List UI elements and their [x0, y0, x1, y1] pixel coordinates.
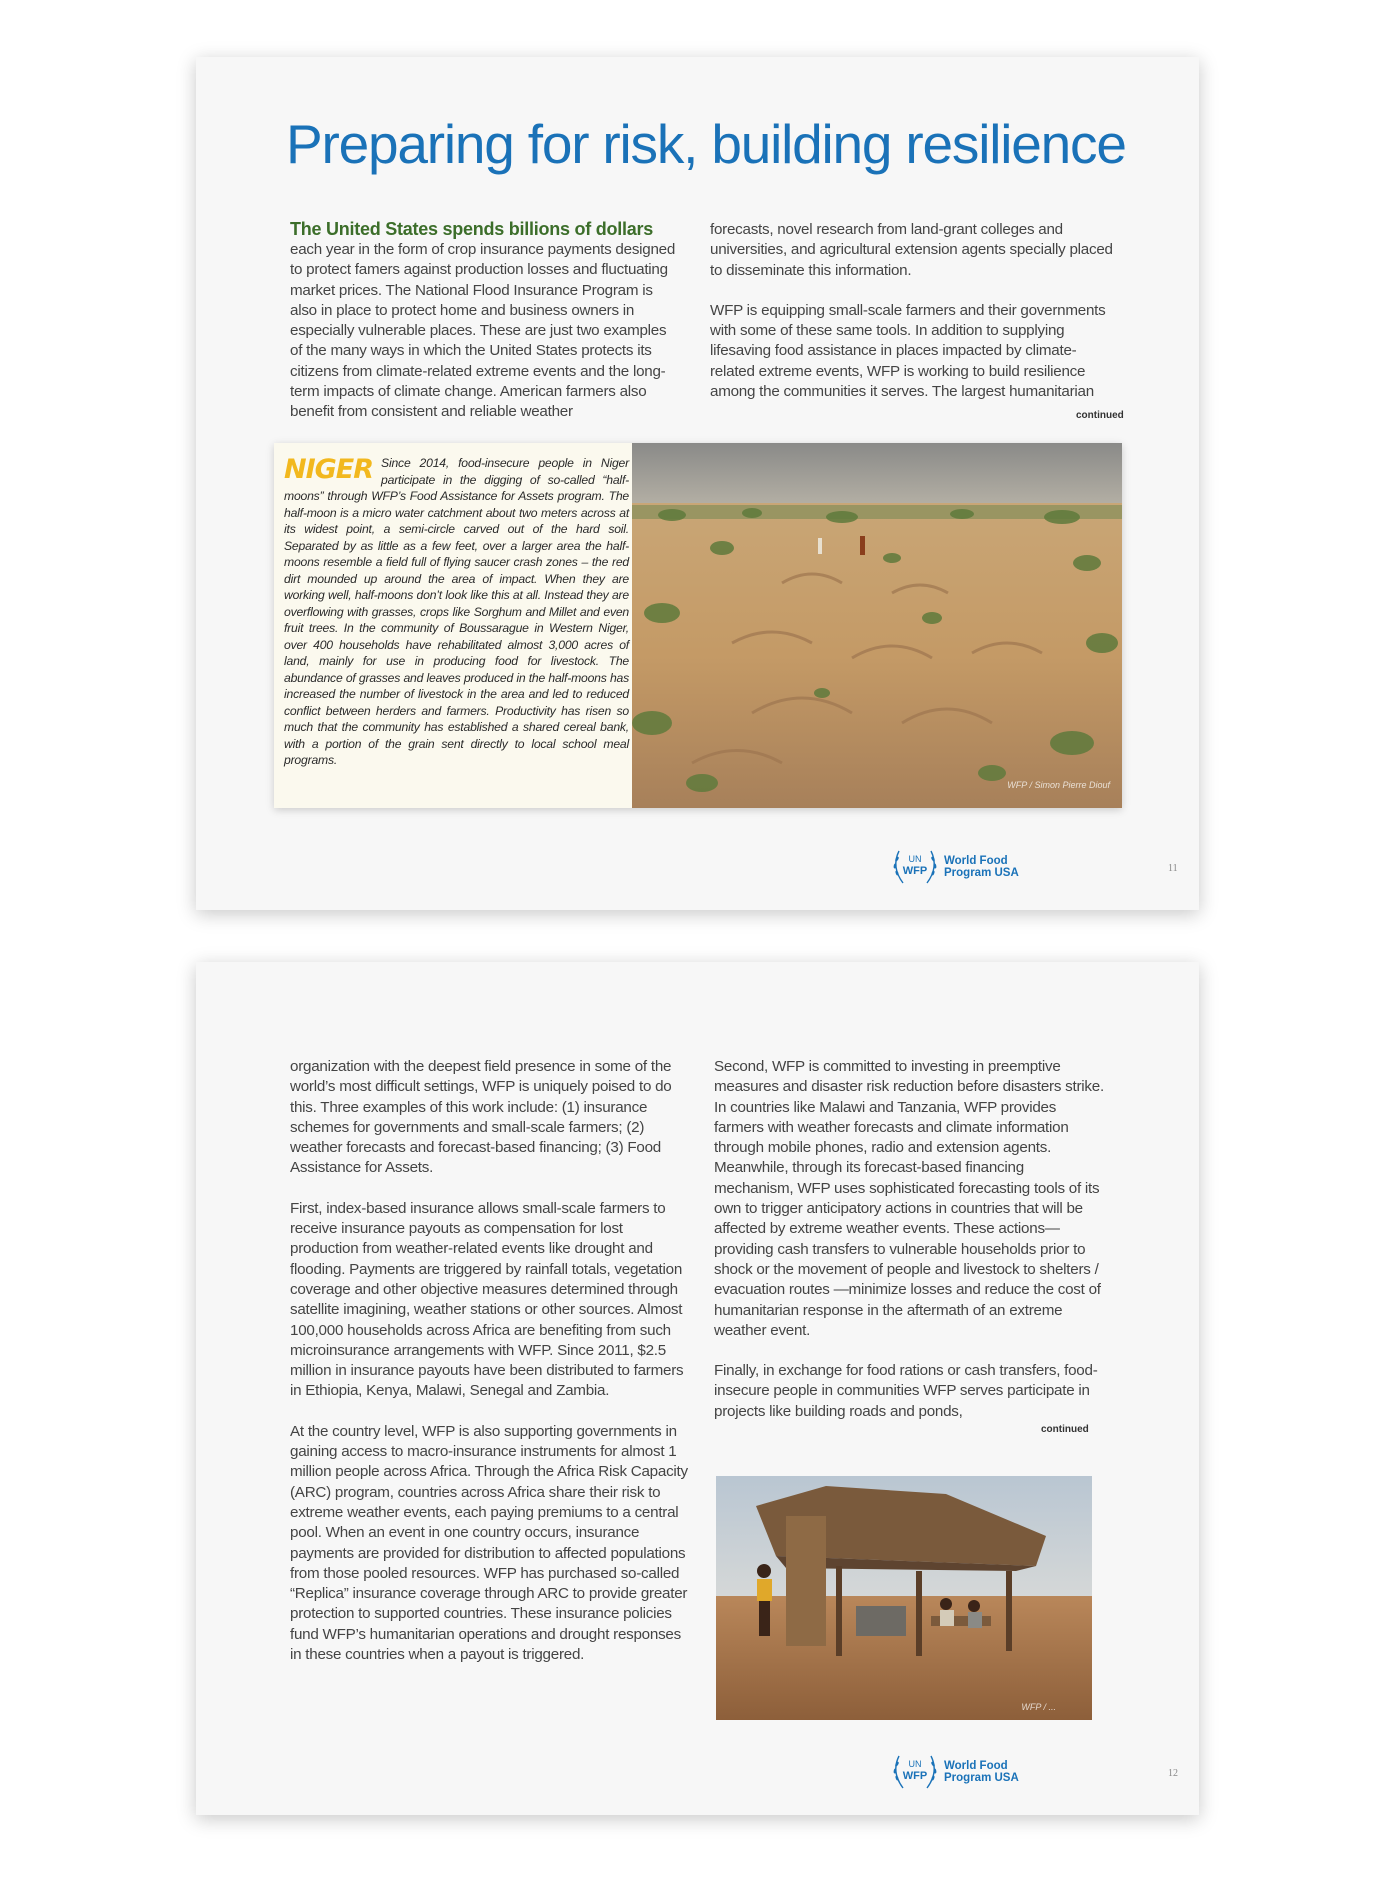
landscape-photo: [632, 443, 1122, 808]
niger-half-moons-photo: [632, 443, 1122, 808]
paragraph: Second, WFP is committed to investing in preemptive measures and disaster risk reduction before disasters strike. In countries like Malawi and Tanzania, WFP provides farmers with weather forecasts and climate information through mobile phones, radio and extension agents. Meanwhile, through its forecast-based financing mechanism, WFP uses sophisticated forecasting tools of its own to trigger anticipatory actions in countries that will be affected by extreme weather events. These actions— providing cash transfers to vulnerable households prior to shock or the movement of people and livestock to shelters / evacuation routes —minimize losses and reduce the cost of humanitarian response in the aftermath of an extreme weather event.: [714, 1058, 1104, 1339]
column-right: [714, 1057, 1106, 1442]
logo-line-1: World Food: [944, 855, 1008, 867]
continued-label: continued: [1041, 1424, 1089, 1435]
paragraph: Finally, in exchange for food rations or cash transfers, food-insecure people in communities WFP serves participate in projects like building roads and ponds,: [714, 1362, 1098, 1420]
logo-wfp-text: WFP: [902, 865, 928, 877]
paragraph: First, index-based insurance allows small-scale farmers to receive insurance payouts as compensation for lost production from weather-related events like drought and flooding. Payments are triggered by rainfall totals, vegetation coverage and other objective measures determined through satellite imagining, weather stations or other sources. Almost 100,000 households across Africa are benefiting from such microinsurance arrangements with WFP. Since 2011, $2.5 million in insurance payouts have been distributed to farmers in Ethiopia, Kenya, Malawi, Senegal and Zambia.: [290, 1199, 684, 1400]
column-left: [290, 218, 682, 423]
paragraph: organization with the deepest field presence in some of the world’s most difficult settings, WFP is uniquely poised to do this. Three examples of this work include: (1) insurance schemes for governments and small-scale farmers; (2) weather forecasts and forecast-based financing; (3) Food Assistance for Assets.: [290, 1058, 672, 1177]
continued-label: continued: [1076, 410, 1124, 421]
paragraph: forecasts, novel research from land-grant colleges and universities, and agricultural extension agents specially placed to disseminate this information.: [710, 221, 1113, 279]
niger-story-text: Since 2014, food-insecure people in Niger participate in the digging of so-called “half-moons” through WFP’s Food Assistance for Assets program. The half-moon is a micro water catchment about two meters across at its widest point, a semi-circle carved out of the hard soil. Separated by as little as a few feet, over a larger area the half-moons resemble a field full of flying saucer crash zones – the red dirt mounded up around the area of impact. When they are working well, half-moons don’t look like this at all. Instead they are overflowing with grasses, crops like Sorghum and Millet and even fruit trees. In the community of Boussarague in Western Niger, over 400 households have rehabilitated almost 3,000 acres of land, mainly for use in producing food for livestock. The abundance of grasses and leaves produced in the half-moons has increased the number of livestock in the area and led to reduced conflict between herders and farmers. Productivity has risen so much that the community has established a shared cereal bank, with a portion of the grain sent directly to local school meal programs.: [284, 456, 629, 767]
column-left-text: each year in the form of crop insurance payments designed to protect famers against production losses and fluctuating market prices. The National Flood Insurance Program is also in place to protect home and business owners in especially vulnerable places. These are just two examples of the many ways in which the United States protects its citizens from climate-related extreme events and the long-term impacts of climate change. American farmers also benefit from consistent and reliable weather: [290, 241, 676, 421]
flood-hut-photo: [716, 1476, 1092, 1720]
logo-wfp-text: WFP: [902, 1770, 928, 1782]
paragraph: At the country level, WFP is also supporting governments in gaining access to macro-insurance instruments for almost 1 million people across Africa. Through the Africa Risk Capacity (ARC) program, countries across Africa share their risk to extreme weather events, each paying premiums to a central pool. When an event in one country occurs, insurance payments are provided for distribution to affected populations from those pooled resources. WFP has purchased so-called “Replica” insurance coverage through ARC to provide greater protection to supported countries. These insurance policies fund WFP’s humanitarian operations and drought responses in these countries when a payout is triggered.: [290, 1422, 688, 1664]
logo-line-1: World Food: [944, 1760, 1008, 1772]
logo-un-text: UN: [908, 1759, 922, 1769]
logo-line-2: Program USA: [944, 1772, 1019, 1784]
logo-line-2: Program USA: [944, 867, 1019, 879]
column-left: [290, 1057, 690, 1685]
page-12: [196, 962, 1199, 1815]
page-number: 11: [1168, 863, 1178, 874]
column-right: [710, 220, 1120, 422]
un-wreath-icon: [889, 845, 941, 889]
logo-un-text: UN: [908, 854, 922, 864]
page-11: [196, 57, 1199, 910]
paragraph: WFP is equipping small-scale farmers and their governments with some of these same tools. In addition to supplying lifesaving food assistance in places impacted by climate-related extreme events, WFP is working to build resilience among the communities it serves. The largest humanitarian: [710, 301, 1106, 401]
niger-story: [284, 455, 629, 769]
page-title: Preparing for risk, building resilience: [286, 113, 1126, 175]
un-wreath-icon: [889, 1750, 941, 1794]
lead-heading: The United States spends billions of dollars: [290, 219, 654, 239]
logo-text: [944, 1760, 1019, 1784]
niger-label: NIGER: [284, 454, 374, 485]
niger-feature-box: [274, 443, 1122, 808]
flood-photo: [716, 1476, 1092, 1720]
page-number: 12: [1168, 1768, 1178, 1779]
logo-text: [944, 855, 1019, 879]
photo-credit: WFP / Simon Pierre Diouf: [1007, 780, 1110, 790]
photo-credit: WFP / ...: [1021, 1702, 1056, 1712]
wfp-usa-logo: [889, 1750, 1019, 1794]
wfp-usa-logo: [889, 845, 1019, 889]
